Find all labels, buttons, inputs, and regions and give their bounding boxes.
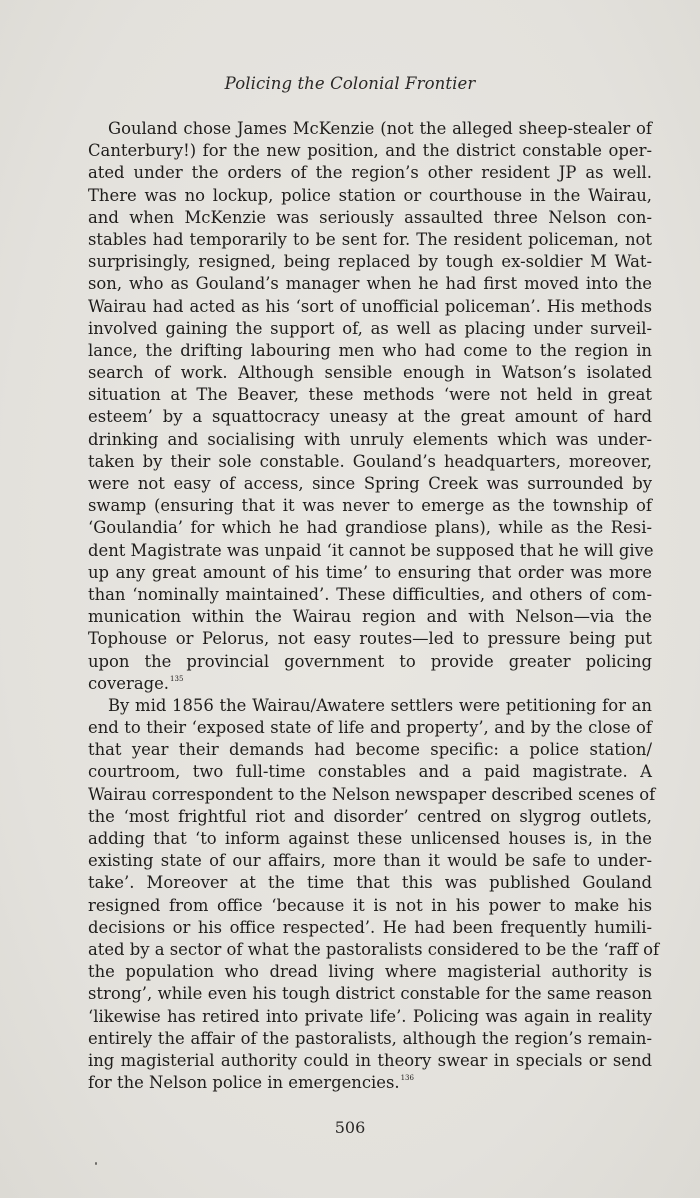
text-line-content: lance, the drifting labouring men who had come to the region in [88, 340, 652, 360]
text-line-content: By mid 1856 the Wairau/Awatere settlers were petitioning for an [108, 695, 652, 715]
text-line-content: There was no lockup, police station or courthouse in the Wairau, [88, 185, 652, 205]
text-line [88, 562, 652, 584]
text-line [88, 251, 652, 273]
text-line [88, 872, 652, 894]
text-line-content: coverage. [88, 673, 170, 693]
text-line [88, 517, 652, 539]
body-text [88, 118, 660, 1094]
text-line-content: stables had temporarily to be sent for. The resident policeman, not [88, 229, 652, 249]
footnote-marker: 135 [170, 674, 184, 683]
text-line [88, 451, 652, 473]
text-line-content: surprisingly, resigned, being replaced by tough ex-soldier M Wat- [88, 252, 652, 272]
text-line-content: ‘likewise has retired into private life’. Policing was again in reality [88, 1006, 652, 1026]
text-line-content: search of work. Although sensible enough in Watson’s isolated [88, 363, 652, 383]
text-line-content: ated by a sector of what the pastoralists considered to be the ‘raff of [88, 939, 660, 959]
text-line-content: swamp (ensuring that it was never to emerge as the township of [88, 496, 652, 516]
text-line-content: Wairau correspondent to the Nelson newspaper described scenes of [88, 784, 656, 804]
text-line-content: situation at The Beaver, these methods ‘were not held in great [88, 385, 652, 405]
text-line [88, 140, 652, 162]
footnote-marker: 136 [400, 1074, 414, 1083]
text-line-content: for the Nelson police in emergencies. [88, 1073, 400, 1093]
text-line [88, 806, 652, 828]
text-line [88, 784, 656, 806]
text-line [88, 1006, 652, 1028]
text-line [88, 695, 652, 717]
text-line [88, 207, 652, 229]
text-line [88, 961, 652, 983]
text-line [88, 229, 652, 251]
text-line [88, 384, 652, 406]
text-line [88, 340, 652, 362]
text-line-content: Canterbury!) for the new position, and the district constable oper- [88, 141, 652, 161]
text-line-content: son, who as Gouland’s manager when he had first moved into the [88, 274, 652, 294]
text-line [88, 983, 652, 1005]
text-line [88, 495, 652, 517]
text-line-content: courtroom, two full-time constables and a paid magistrate. A [88, 762, 652, 782]
text-line-content: Gouland chose James McKenzie (not the alleged sheep-stealer of [108, 119, 652, 138]
text-line-content: entirely the affair of the pastoralists, although the region’s remain- [88, 1028, 652, 1048]
text-line-content: up any great amount of his time’ to ensuring that order was more [88, 562, 652, 582]
text-line [88, 895, 652, 917]
text-line [88, 362, 652, 384]
text-line [88, 540, 652, 562]
text-line [88, 606, 652, 628]
text-line [88, 1028, 652, 1050]
text-line-content: adding that ‘to inform against these unlicensed houses is, in the [88, 829, 652, 848]
text-line [88, 429, 652, 451]
text-line [88, 628, 652, 650]
text-line [88, 939, 660, 961]
text-line-content: taken by their sole constable. Gouland’s headquarters, moreover, [88, 451, 652, 471]
text-line-content: were not easy of access, since Spring Creek was surrounded by [88, 474, 652, 493]
text-line [88, 651, 652, 673]
text-line [88, 318, 652, 340]
text-line-content: ‘Goulandia’ for which he had grandiose plans), while as the Resi- [88, 518, 652, 538]
text-line [88, 761, 652, 783]
text-line-content: upon the provincial government to provide greater policing [88, 651, 652, 671]
text-line-content: decisions or his office respected’. He had been frequently humili- [88, 917, 652, 937]
text-line-content: that year their demands had become specific: a police station/ [88, 740, 652, 760]
text-line-content: Tophouse or Pelorus, not easy routes—led to pressure being put [88, 629, 652, 649]
text-line [88, 406, 652, 428]
text-line-content: esteem’ by a squattocracy uneasy at the great amount of hard [88, 407, 652, 427]
text-line-content: existing state of our affairs, more than it would be safe to under- [88, 851, 652, 871]
text-line [88, 118, 652, 140]
text-line-content: munication within the Wairau region and with Nelson—via the [88, 607, 652, 627]
text-line [88, 739, 652, 761]
text-line [88, 1072, 652, 1094]
page-number: 506 [334, 1118, 366, 1137]
print-speck [95, 1162, 97, 1165]
text-line [88, 185, 652, 207]
text-line-content: resigned from office ‘because it is not in his power to make his [88, 895, 652, 915]
text-line-content: ing magisterial authority could in theory swear in specials or send [88, 1050, 652, 1070]
text-line [88, 717, 652, 739]
text-line-content: strong’, while even his tough district constable for the same reason [88, 984, 652, 1004]
text-line-content: involved gaining the support of, as well as placing under surveil- [88, 318, 652, 338]
text-line [88, 1050, 652, 1072]
text-line-content: and when McKenzie was seriously assaulted three Nelson con- [88, 207, 652, 227]
text-line-content: drinking and socialising with unruly elements which was under- [88, 429, 652, 449]
running-head: Policing the Colonial Frontier [224, 74, 476, 93]
text-line-content: the population who dread living where magisterial authority is [88, 962, 652, 982]
text-line-content: dent Magistrate was unpaid ‘it cannot be supposed that he will give [88, 540, 654, 560]
text-line [88, 584, 652, 606]
text-line [88, 473, 652, 495]
text-line-content: than ‘nominally maintained’. These difficulties, and others of com- [88, 584, 652, 604]
text-line [88, 296, 652, 318]
text-line [88, 850, 652, 872]
text-line [88, 273, 652, 295]
text-line-content: the ‘most frightful riot and disorder’ centred on slygrog outlets, [88, 806, 652, 826]
text-line [88, 673, 652, 695]
text-line-content: end to their ‘exposed state of life and property’, and by the close of [88, 718, 652, 738]
text-line-content: Wairau had acted as his ‘sort of unofficial policeman’. His methods [88, 296, 652, 316]
text-line [88, 917, 652, 939]
text-line [88, 828, 652, 850]
text-line [88, 162, 652, 184]
text-line-content: take’. Moreover at the time that this was published Gouland [88, 873, 652, 893]
text-line-content: ated under the orders of the region’s other resident JP as well. [88, 163, 652, 183]
